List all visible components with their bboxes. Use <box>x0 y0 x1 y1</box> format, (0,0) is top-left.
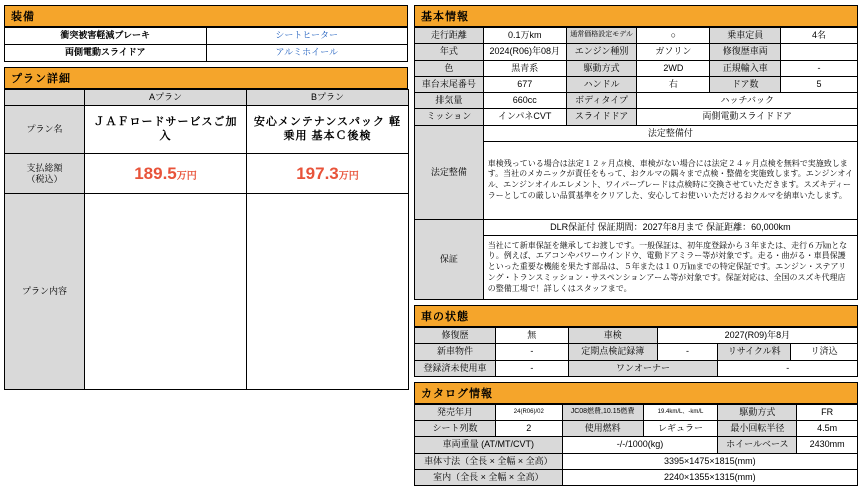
catalog-value: 2430mm <box>797 437 858 453</box>
catalog-value: 3395×1475×1815(mm) <box>562 453 857 469</box>
condition-section-title: 車の状態 <box>414 305 858 327</box>
basic-label: 年式 <box>415 44 484 60</box>
catalog-value: FR <box>797 404 858 420</box>
condition-value: リ済込 <box>791 344 858 360</box>
catalog-value: 4.5m <box>797 421 858 437</box>
condition-table <box>414 327 858 377</box>
condition-value: - <box>495 360 568 376</box>
condition-label: リサイクル料 <box>718 344 791 360</box>
catalog-value: レギュラー <box>643 421 718 437</box>
basic-label: 乗車定員 <box>710 28 781 44</box>
table-row <box>415 421 858 437</box>
catalog-value: 19.4km/L、-km/L <box>643 404 718 420</box>
plan-column-b: Bプラン <box>247 90 409 106</box>
basic-value: ガソリン <box>637 44 710 60</box>
equipment-cell: 両側電動スライドア <box>5 45 207 62</box>
condition-value: - <box>718 360 858 376</box>
plan-name-a: ＪＡＦロードサービスご加入 <box>85 106 247 154</box>
catalog-label: 駆動方式 <box>718 404 797 420</box>
table-row <box>5 90 409 106</box>
basic-label: 正規輸入車 <box>710 60 781 76</box>
basic-value: 両側電動スライドドア <box>637 109 858 125</box>
condition-label: 修復歴 <box>415 328 496 344</box>
catalog-label: 最小回転半径 <box>718 421 797 437</box>
catalog-value: 2 <box>495 421 562 437</box>
condition-value: 無 <box>495 328 568 344</box>
basic-value: 0.1万km <box>483 28 566 44</box>
condition-value: - <box>495 344 568 360</box>
plan-price-b-unit: 万円 <box>338 171 359 183</box>
basic-label: スライドドア <box>566 109 637 125</box>
plan-section-title: プラン詳細 <box>4 67 408 89</box>
catalog-value: -/-/1000(kg) <box>562 437 718 453</box>
catalog-label: 室内（全長 × 全幅 × 全高） <box>415 469 563 485</box>
table-row <box>415 344 858 360</box>
basic-label: エンジン種別 <box>566 44 637 60</box>
catalog-section-title: カタログ情報 <box>414 382 858 404</box>
plan-price-a <box>85 154 247 194</box>
basic-label: ドア数 <box>710 76 781 92</box>
equipment-table <box>4 27 408 62</box>
basic-value: - <box>781 60 858 76</box>
table-row <box>5 106 409 154</box>
condition-label: 新車物件 <box>415 344 496 360</box>
condition-label: 登録済未使用車 <box>415 360 496 376</box>
plan-content-label: プラン内容 <box>5 194 85 390</box>
catalog-label: 車両重量 (AT/MT/CVT) <box>415 437 563 453</box>
catalog-label: JC08燃費,10.15燃費 <box>562 404 643 420</box>
plan-content-b <box>247 194 409 390</box>
table-row <box>415 360 858 376</box>
table-row <box>415 453 858 469</box>
basic-value: 660cc <box>483 93 566 109</box>
basic-label: 車台末尾番号 <box>415 76 484 92</box>
basic-label: 走行距離 <box>415 28 484 44</box>
table-row <box>415 60 858 76</box>
plan-price-a-value: 189.5 <box>134 164 177 184</box>
catalog-value: 2240×1355×1315(mm) <box>562 469 857 485</box>
basic-value: ハッチバック <box>637 93 858 109</box>
equipment-cell: アルミホイール <box>206 45 408 62</box>
plan-price-label-line1: 支払総額 <box>26 162 63 173</box>
catalog-value: 24(R06)/02 <box>495 404 562 420</box>
basic-value: 4名 <box>781 28 858 44</box>
condition-value: - <box>657 344 718 360</box>
table-row <box>415 328 858 344</box>
basic-label: 色 <box>415 60 484 76</box>
basic-label: ハンドル <box>566 76 637 92</box>
basic-label: ミッション <box>415 109 484 125</box>
right-column <box>414 5 858 482</box>
basic-label: 修復歴車両 <box>710 44 781 60</box>
basic-value: 右 <box>637 76 710 92</box>
basic-label: 排気量 <box>415 93 484 109</box>
plan-name-b: 安心メンテナンスパック 軽乗用 基本Ｃ後検 <box>247 106 409 154</box>
plan-content-a <box>85 194 247 390</box>
table-row <box>415 469 858 485</box>
equipment-cell: シートヒーター <box>206 28 408 45</box>
plan-header-blank <box>5 90 85 106</box>
basic-value: 2024(R06)年08月 <box>483 44 566 60</box>
table-row <box>415 404 858 420</box>
table-row <box>415 109 858 125</box>
catalog-label: 発売年月 <box>415 404 496 420</box>
table-row <box>415 28 858 44</box>
legal-maintenance-header: 法定整備付 <box>483 125 857 141</box>
condition-label: 車検 <box>568 328 657 344</box>
table-row <box>415 93 858 109</box>
legal-maintenance-body: 車検残っている場合は法定１２ヶ月点検、車検がない場合には法定２４ヶ月点検を無料で実施致します。当社のメカニックが責任をもって、おクルマの隅々まで点検・整備を実施致します。エンジンオイル、エンジンオイルエレメント、ワイパーブレードは点検時に交換させていただきます。スズキディーラーとしての厳しい品質基準をクリアした、安心してお使いいただけるおクルマを納車いたします。 <box>483 141 857 219</box>
legal-maintenance-label: 法定整備 <box>415 125 484 219</box>
basic-value: 2WD <box>637 60 710 76</box>
plan-column-a: Aプラン <box>85 90 247 106</box>
table-row <box>415 125 858 141</box>
catalog-label: ホイールベース <box>718 437 797 453</box>
table-row <box>5 28 408 45</box>
basic-value: 5 <box>781 76 858 92</box>
basic-section-title: 基本情報 <box>414 5 858 27</box>
condition-label: 定期点検記録簿 <box>568 344 657 360</box>
table-row <box>415 76 858 92</box>
plan-price-b-value: 197.3 <box>296 164 339 184</box>
plan-name-label: プラン名 <box>5 106 85 154</box>
plan-table <box>4 89 409 390</box>
equipment-section-title: 装備 <box>4 5 408 27</box>
plan-price-a-unit: 万円 <box>176 171 197 183</box>
left-column <box>4 5 408 440</box>
basic-value: ○ <box>637 28 710 44</box>
basic-value: 黒青系 <box>483 60 566 76</box>
table-row <box>5 45 408 62</box>
basic-value: 677 <box>483 76 566 92</box>
basic-label: 通常価格設定モデル <box>566 28 637 44</box>
catalog-label: 車体寸法（全長 × 全幅 × 全高） <box>415 453 563 469</box>
catalog-label: 使用燃料 <box>562 421 643 437</box>
equipment-cell: 衝突被害軽減ブレーキ <box>5 28 207 45</box>
basic-label: 駆動方式 <box>566 60 637 76</box>
condition-value: 2027(R09)年8月 <box>657 328 857 344</box>
catalog-label: シート列数 <box>415 421 496 437</box>
basic-value: インパネCVT <box>483 109 566 125</box>
plan-price-label-line2: （税込） <box>26 173 63 184</box>
basic-info-table <box>414 27 858 300</box>
warranty-body: 当社にて新車保証を継承してお渡しです。一般保証は、初年度登録から３年または、走行６万㎞となり。例えば、エアコンやパワーウインドウ、電動ドアミラー等が対象です。走る・曲がる・車員保護といった重要な機能を果たす部品は、５年または１０万㎞までの特定保証です。エンジン・ステアリング・トランスミッション・サスペンションアーム等が対象です。保証対応は、全国のスズキ代理店の整備工場で！詳しくはスタッフまで。 <box>483 236 857 300</box>
basic-label: ボディタイプ <box>566 93 637 109</box>
warranty-header: DLR保証付 保証期間：2027年8月まで 保証距離：60,000km <box>483 219 857 235</box>
warranty-label: 保証 <box>415 219 484 299</box>
plan-price-label <box>5 154 85 194</box>
plan-price-b <box>247 154 409 194</box>
basic-value <box>781 44 858 60</box>
condition-label: ワンオーナー <box>568 360 718 376</box>
table-row <box>415 219 858 235</box>
table-row <box>5 194 409 390</box>
table-row <box>415 44 858 60</box>
table-row <box>5 154 409 194</box>
